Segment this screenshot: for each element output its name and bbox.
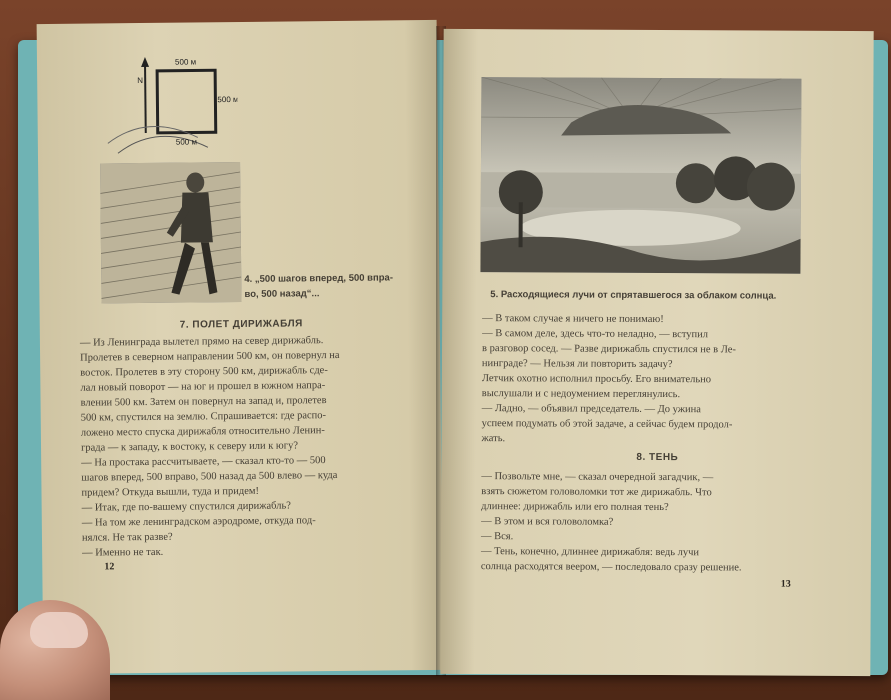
right-body-line: солнца расходятся веером, — последовало сразу решение. xyxy=(480,561,742,574)
left-body-line: — На том же ленинградском аэродроме, откуда под- xyxy=(81,515,316,529)
left-body-line: влении 500 км. Затем он повернул на запад и, пролетев xyxy=(80,395,327,409)
right-body-line: — Вся. xyxy=(481,531,514,543)
right-body-line: — Позвольте мне, — сказал очередной загадчик, — xyxy=(481,471,714,484)
left-body-line: восток. Пролетев в эту сторону 500 км, дирижабль сде- xyxy=(80,365,328,379)
right-body-line: — В самом деле, здесь что-то неладно, — вступил xyxy=(482,328,709,341)
right-body-text-a xyxy=(482,311,843,448)
right-page xyxy=(440,29,873,676)
right-body-line: в разговор сосед. — Разве дирижабль спустился не в Ле- xyxy=(481,343,736,356)
left-body-line: — На простака рассчитываете, — сказал кто-то — 500 xyxy=(81,455,326,469)
left-section-title: 7. ПОЛЕТ ДИРИЖАБЛЯ xyxy=(179,318,303,331)
left-body-line: 500 км, спустился на землю. Спрашивается: где распо- xyxy=(80,410,327,424)
left-body-text xyxy=(80,332,427,561)
diagram-label-bottom: 500 м xyxy=(175,137,197,147)
right-body-line: успеем подумать об этой задаче, а сейчас будем продол- xyxy=(481,418,733,431)
left-body-line: — Итак, где по-вашему спустился дирижабль? xyxy=(81,500,291,514)
right-body-line: — В этом и вся головоломка? xyxy=(481,516,614,528)
right-body-line: Летчик охотно исполнил просьбу. Его внимательно xyxy=(481,373,712,386)
left-page-number: 12 xyxy=(104,561,115,573)
diagram-label-right: 500 м xyxy=(217,95,239,105)
right-body-line: — Тень, конечно, длиннее дирижабля: ведь лучи xyxy=(480,546,700,559)
right-body-text-b xyxy=(481,469,852,576)
left-body-line: придем? Откуда вышли, туда и придем! xyxy=(81,485,260,499)
left-body-line: града — к западу, к востоку, к северу или к югу? xyxy=(80,440,299,454)
walking-man-illustration xyxy=(100,162,241,303)
left-body-line: нялся. Не так разве? xyxy=(81,531,173,544)
diagram-label-north: N xyxy=(137,76,144,86)
left-body-line: лал новый поворот — на юг и прошел в южном напра- xyxy=(80,380,326,394)
left-body-line: Пролетев в северном направлении 500 км, он повернул на xyxy=(80,349,340,364)
right-body-line: нинграде? — Нельзя ли повторить задачу? xyxy=(481,358,673,371)
left-body-line: — Именно не так. xyxy=(82,546,164,559)
right-body-line: длиннее: дирижабль или его полная тень? xyxy=(481,501,669,514)
landscape-illustration xyxy=(480,77,801,274)
right-body-line: — Ладно, — объявил председатель. — До ужина xyxy=(481,403,701,416)
thumbnail-nail xyxy=(30,612,88,648)
square-route-diagram xyxy=(97,52,238,163)
right-section-title: 8. ТЕНЬ xyxy=(636,451,679,464)
right-page-number: 13 xyxy=(780,578,791,590)
left-body-line: ложено место спуска дирижабля относительно Ленин- xyxy=(80,425,325,439)
left-body-line: — Из Ленинграда вылетел прямо на север дирижабль. xyxy=(79,335,324,349)
right-body-line: жать. xyxy=(481,433,506,445)
left-page xyxy=(37,20,444,674)
left-figure-caption: 4. „500 шагов вперед, 500 впра- во, 500 назад“... xyxy=(244,272,394,300)
right-body-line: — В таком случае я ничего не понимаю! xyxy=(482,313,664,326)
right-body-line: выслушали и с недоумением переглянулись. xyxy=(481,388,681,401)
right-body-line: взять сюжетом головоломки тот же дирижабль. Что xyxy=(481,486,712,499)
diagram-label-top: 500 м xyxy=(174,57,197,67)
left-body-line: шагов вперед, 500 вправо, 500 назад да 500 влево — куда xyxy=(81,469,338,484)
right-figure-caption: 5. Расходящиеся лучи от спрятавшегося за облаком солнца. xyxy=(490,289,777,302)
